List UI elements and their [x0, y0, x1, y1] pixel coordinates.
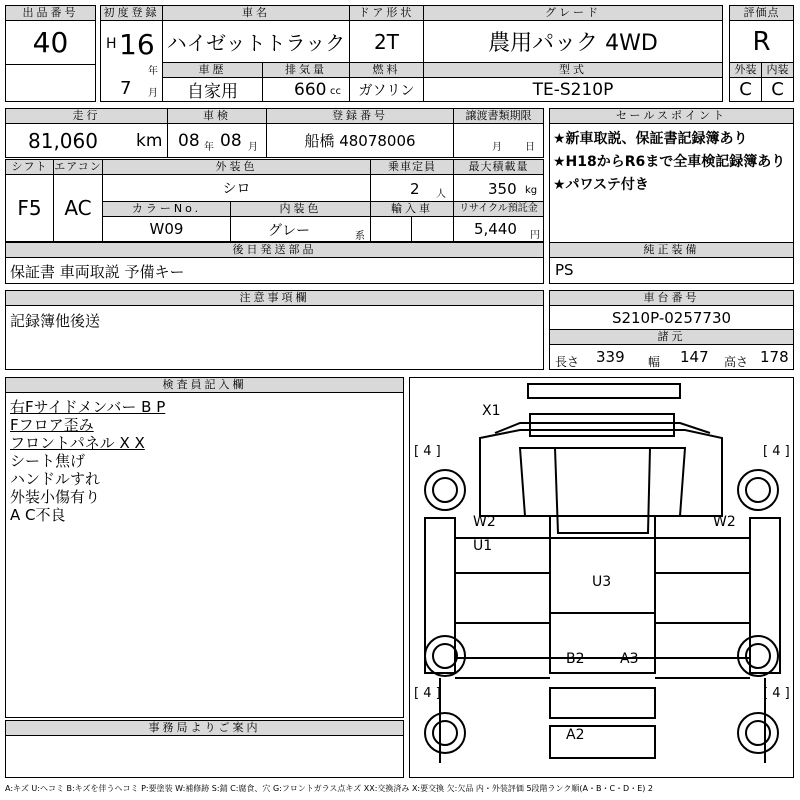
- displacement-unit: cc: [330, 86, 341, 97]
- inspector-line-6: 外装小傷有り: [10, 488, 101, 506]
- first-reg-month: 7: [120, 78, 132, 99]
- mark-w2-right: W2: [713, 514, 736, 530]
- door-label: ドア形状: [349, 5, 424, 21]
- door-type: 2T: [349, 20, 424, 63]
- transfer-day-unit: 日: [525, 142, 535, 153]
- inspection-year-unit: 年: [204, 142, 214, 153]
- office-box: [5, 735, 404, 778]
- mark-u3: U3: [592, 574, 612, 590]
- color-no: W09: [102, 216, 231, 242]
- mileage-unit: km: [136, 131, 163, 151]
- mark-a3: A3: [620, 651, 639, 667]
- sales-label: セールスポイント: [549, 108, 794, 124]
- model: TE-S210P: [423, 77, 723, 102]
- width: 147: [680, 348, 709, 366]
- recycle: 5,440: [474, 220, 517, 238]
- tire-fr: [ 4 ]: [763, 444, 790, 459]
- fuel-label: 燃料: [349, 62, 424, 78]
- mark-b2: B2: [566, 651, 585, 667]
- overall-rating: R: [729, 20, 794, 63]
- color-no-label: カラーNo.: [102, 201, 231, 217]
- ext-rating: C: [729, 77, 762, 102]
- genuine-label: 純正装備: [549, 242, 794, 258]
- inspection-month: 08: [220, 131, 242, 151]
- month-unit: 月: [148, 88, 158, 99]
- first-reg-year: 16: [119, 28, 155, 61]
- height-label: 高さ: [724, 355, 749, 369]
- inspector-line-5: ハンドルすれ: [10, 470, 101, 488]
- mark-x1: X1: [482, 403, 501, 419]
- shift-label: シフト: [5, 159, 54, 175]
- genuine-box: [549, 257, 794, 284]
- import-label: 輸入車: [370, 201, 454, 217]
- car-name-label: 車名: [162, 5, 350, 21]
- capacity: 2: [410, 180, 420, 198]
- dims-label: 諸元: [549, 329, 794, 345]
- ext-color: シロ: [102, 174, 371, 202]
- dims-box: [549, 344, 794, 370]
- reg-no: 船橋 48078006: [266, 123, 454, 158]
- length-label: 長さ: [555, 355, 580, 369]
- history-label: 車歴: [162, 62, 263, 78]
- reg-no-label: 登録番号: [266, 108, 454, 124]
- sales-line-2: ★H18からR6まで全車検記録簿あり: [553, 154, 786, 170]
- notes: 記録簿他後送: [10, 312, 101, 330]
- int-rating-label: 内装: [761, 62, 794, 78]
- chassis-label: 車台番号: [549, 290, 794, 306]
- rating-label: 評価点: [729, 5, 794, 21]
- year-unit: 年: [148, 66, 158, 77]
- load-label: 最大積載量: [453, 159, 544, 175]
- grade-label: グレード: [423, 5, 723, 21]
- grade: 農用パック 4WD: [423, 20, 723, 63]
- inspector-line-7: A C不良: [10, 506, 66, 524]
- import-box: [370, 216, 412, 242]
- era: H: [106, 36, 117, 52]
- inspection-label: 車検: [167, 108, 267, 124]
- load-unit: kg: [525, 185, 538, 196]
- width-label: 幅: [648, 355, 661, 369]
- int-rating: C: [761, 77, 794, 102]
- shift: F5: [5, 174, 54, 242]
- int-color-label: 内装色: [230, 201, 371, 217]
- ext-rating-label: 外装: [729, 62, 762, 78]
- capacity-unit: 人: [436, 189, 446, 200]
- office-label: 事務局よりご案内: [5, 720, 404, 736]
- notes-label: 注意事項欄: [5, 290, 544, 306]
- legend: A:キズ U:ヘコミ B:キズを伴うヘコミ P:要塗装 W:補修跡 S:錆 C:腐食、穴 G:フロントガラス点キズ XX:交換済み X:要交換 欠:欠品 内・外装評価 5段階ランク順(A・B・C・D・E) 2: [5, 784, 654, 793]
- ext-color-label: 外装色: [102, 159, 371, 175]
- lot-blank: [5, 64, 96, 102]
- inspection-month-unit: 月: [248, 142, 258, 153]
- height: 178: [760, 348, 789, 366]
- int-color-unit: 系: [355, 231, 365, 242]
- history: 自家用: [162, 77, 263, 102]
- inspector-line-1: 右Fサイドメンバー B P: [10, 398, 166, 416]
- lot-number: 40: [5, 20, 96, 65]
- lot-label: 出品番号: [5, 5, 96, 21]
- mark-a2: A2: [566, 727, 585, 743]
- inspector-line-4: シート焦げ: [10, 452, 86, 470]
- inspector-label: 検査員記入欄: [5, 377, 404, 393]
- car-name: ハイゼットトラック: [162, 20, 350, 63]
- tire-rl: [ 4 ]: [414, 686, 441, 701]
- capacity-label: 乗車定員: [370, 159, 454, 175]
- chassis: S210P-0257730: [549, 305, 794, 330]
- model-label: 型式: [423, 62, 723, 78]
- ac: AC: [53, 174, 103, 242]
- mark-u1: U1: [473, 538, 493, 554]
- vehicle-diagram: [409, 377, 794, 778]
- inspector-line-2: Fフロア歪み: [10, 416, 94, 434]
- tire-rr: [ 4 ]: [763, 686, 790, 701]
- later-parts: 保証書 車両取説 予備キー: [10, 263, 185, 281]
- transfer-label: 譲渡書類期限: [453, 108, 544, 124]
- mark-w2-left: W2: [473, 514, 496, 530]
- sales-line-3: ★パワステ付き: [553, 177, 649, 193]
- recycle-unit: 円: [530, 230, 540, 241]
- transfer-month-unit: 月: [492, 142, 502, 153]
- displacement-label: 排気量: [262, 62, 350, 78]
- ac-label: エアコン: [54, 160, 102, 173]
- int-color: グレー: [268, 223, 310, 239]
- later-parts-label: 後日発送部品: [5, 242, 544, 258]
- import-box-2: [411, 216, 454, 242]
- genuine: PS: [555, 261, 574, 279]
- sales-line-1: ★新車取説、保証書記録簿あり: [553, 131, 748, 147]
- first-reg-label: 初度登録: [100, 5, 163, 21]
- mileage: 81,060: [28, 129, 98, 153]
- fuel: ガソリン: [349, 77, 424, 102]
- mileage-label: 走行: [5, 108, 168, 124]
- tire-fl: [ 4 ]: [414, 444, 441, 459]
- inspector-line-3: フロントパネル X X: [10, 434, 145, 452]
- inspection-year: 08: [178, 131, 200, 151]
- length: 339: [596, 348, 625, 366]
- displacement: 660: [294, 80, 327, 100]
- load: 350: [488, 180, 517, 198]
- recycle-label: リサイクル預託金: [453, 201, 544, 217]
